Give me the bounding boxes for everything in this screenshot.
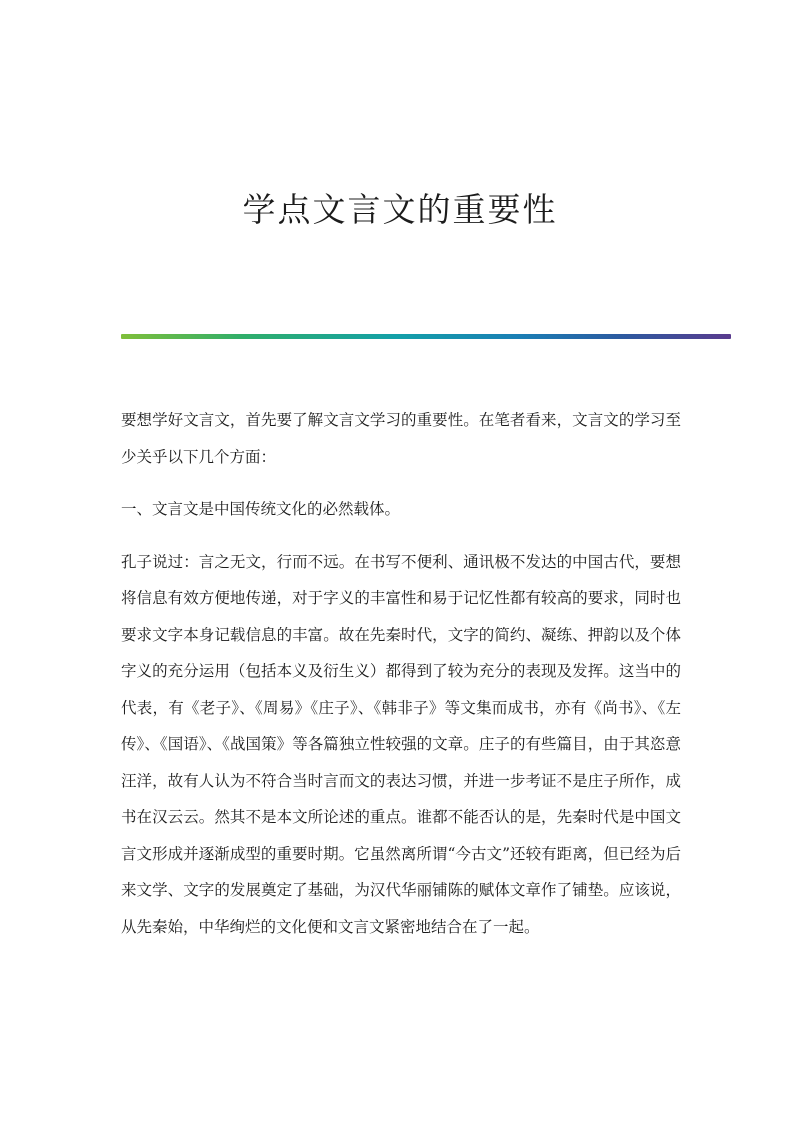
body-paragraph: 孔子说过：言之无文，行而不远。在书写不便利、通讯极不发达的中国古代，要想将信息有效方便地传递，对于字义的丰富性和易于记忆性都有较高的要求，同时也要求文字本身记载信息的丰富。故在先秦时代，文字的简约、凝练、押韵以及个体字义的充分运用（包括本义及衍生义）都得到了较为充分的表现及发挥。这当中的代表，有《老子》、《周易》《庄子》、《韩非子》等文集而成书，亦有《尚书》、《左传》、《国语》、《战国策》等各篇独立性较强的文章。庄子的有些篇目，由于其恣意汪洋，故有人认为不符合当时言而文的表达习惯，并进一步考证不是庄子所作，成书在汉云云。然其不是本文所论述的重点。谁都不能否认的是，先秦时代是中国文言文形成并逐渐成型的重要时期。它虽然离所谓“今古文”还较有距离，但已经为后来文学、文字的发展奠定了基础，为汉代华丽铺陈的赋体文章作了铺垫。应该说，从先秦始，中华绚烂的文化便和文言文紧密地结合在了一起。: [121, 552, 681, 936]
section-heading: 一、文言文是中国传统文化的必然载体。: [121, 500, 401, 518]
title-divider: [121, 334, 731, 339]
intro-paragraph: 要想学好文言文，首先要了解文言文学习的重要性。在笔者看来，文言文的学习至少关乎以下几个方面：: [121, 411, 681, 466]
document-body: [121, 402, 681, 945]
document-title: 学点文言文的重要性: [242, 190, 558, 229]
